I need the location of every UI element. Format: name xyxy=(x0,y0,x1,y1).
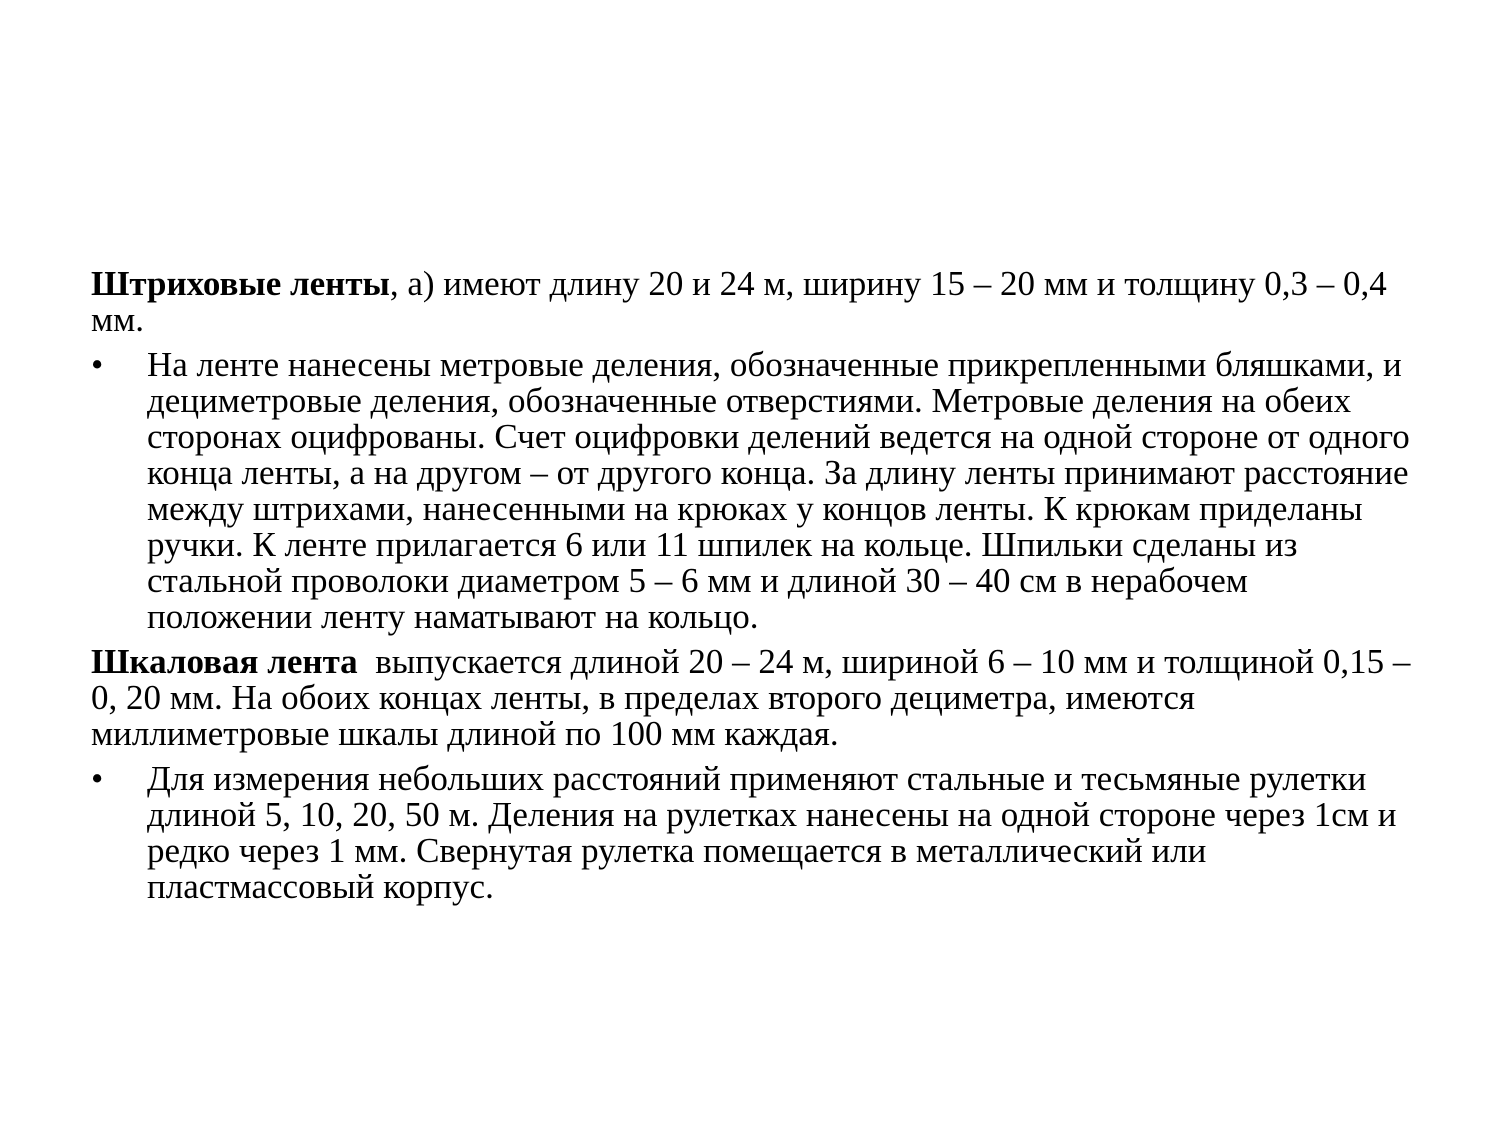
term-scale-tape: Шкаловая лента xyxy=(91,642,358,681)
paragraph-barred-tapes-text: , а) имеют длину 20 и 24 м, ширину 15 – 20 мм и толщину 0,3 – 0,4 мм. xyxy=(91,264,1387,339)
bullet-text-measuring-tapes: Для измерения небольших расстояний применяют стальные и тесьмяные рулетки длиной 5, 10, 20, 50 м. Деления на рулетках нанесены на одной стороне через 1см и редко через 1 мм. Свернутая рулетка помещается в металлический или пластмассовый корпус. xyxy=(147,759,1397,906)
slide-body xyxy=(91,266,1421,914)
bullet-item-tape-markings xyxy=(91,347,1421,635)
term-barred-tapes: Штриховые ленты xyxy=(91,264,390,303)
paragraph-scale-tape-text: выпускается длиной 20 – 24 м, шириной 6 – 10 мм и толщиной 0,15 – 0, 20 мм. На обоих концах ленты, в пределах второго дециметра, имеются миллиметровые шкалы длиной по 100 мм каждая. xyxy=(91,642,1420,753)
bullet-text-tape-markings: На ленте нанесены метровые деления, обозначенные прикрепленными бляшками, и дециметровые деления, обозначенные отверстиями. Метровые деления на обеих сторонах оцифрованы. Счет оцифровки делений ведется на одной стороне от одного конца ленты, а на другом – от другого конца. За длину ленты принимают расстояние между штрихами, нанесенными на крюках у концов ленты. К крюкам приделаны ручки. К ленте прилагается 6 или 11 шпилек на кольце. Шпильки сделаны из стальной проволоки диаметром 5 – 6 мм и длиной 30 – 40 см в нерабочем положении ленту наматывают на кольцо. xyxy=(147,345,1410,636)
paragraph-scale-tape xyxy=(91,644,1421,752)
paragraph-barred-tapes xyxy=(91,266,1421,338)
bullet-item-measuring-tapes xyxy=(91,761,1421,905)
bullet-marker: • xyxy=(91,759,104,798)
bullet-marker: • xyxy=(91,345,104,384)
